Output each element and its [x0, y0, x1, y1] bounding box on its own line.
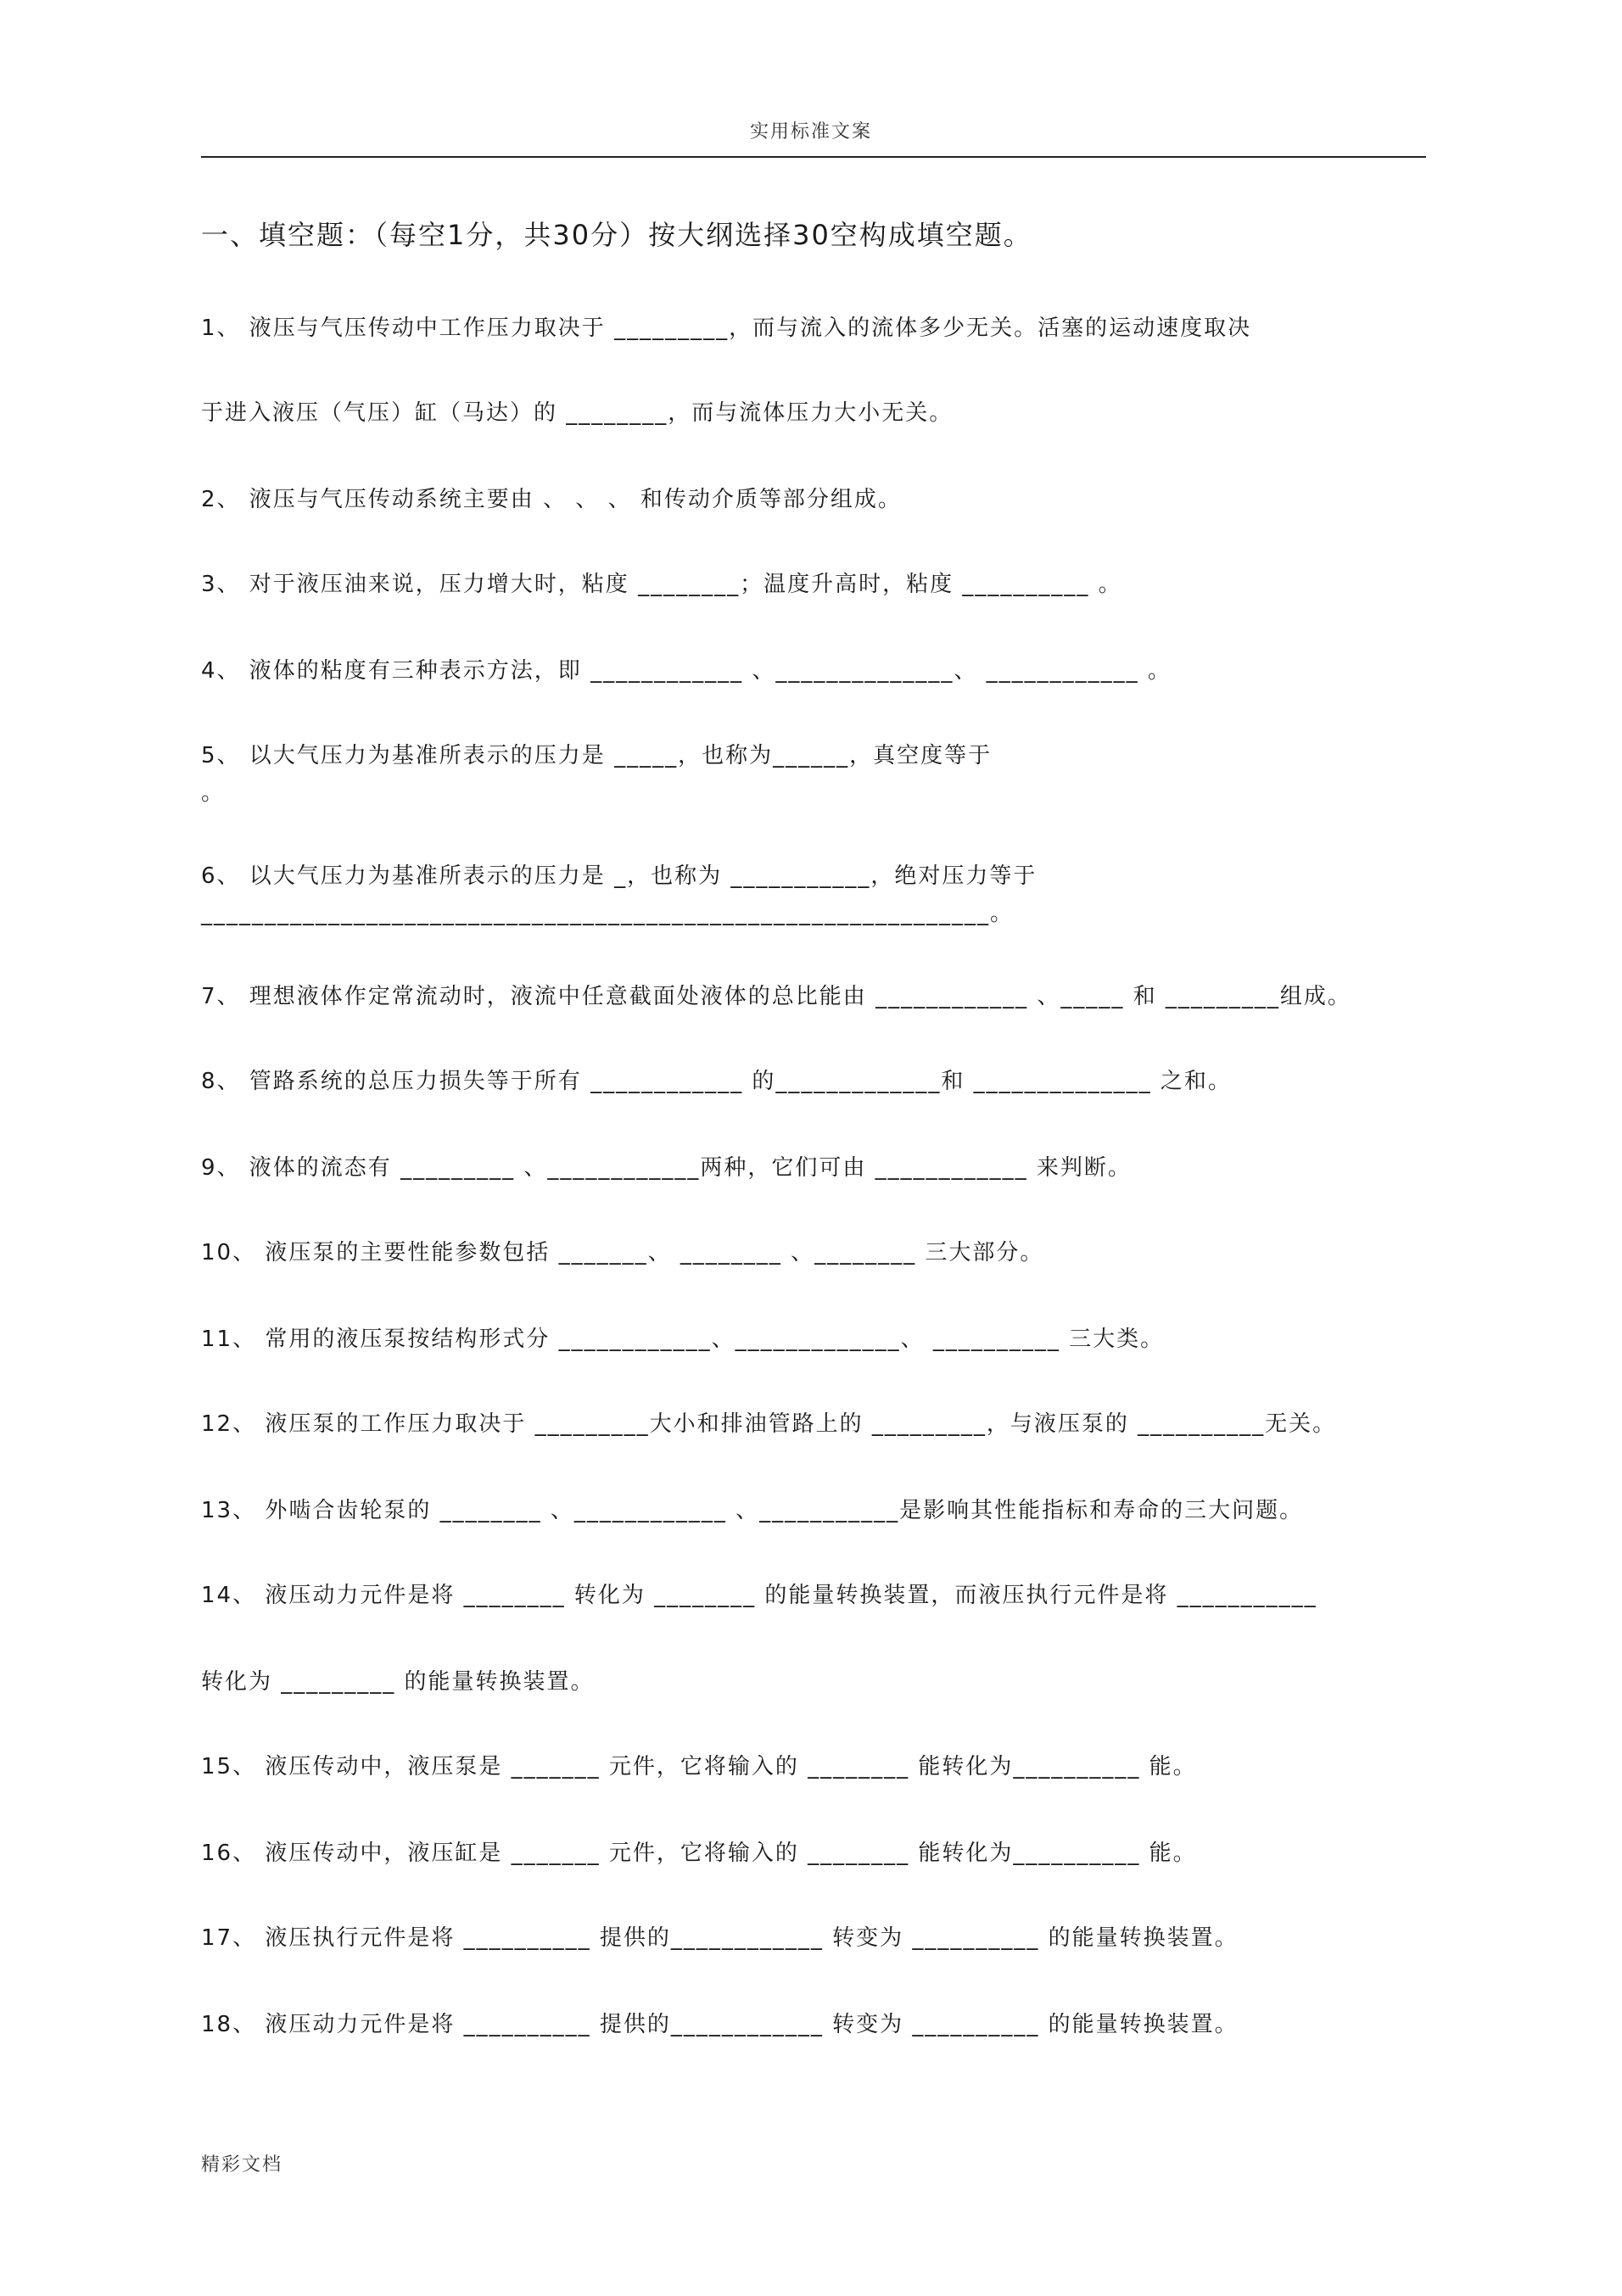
- question-10: 10、 液压泵的主要性能参数包括 _______、 ________ 、________ 三大部分。: [201, 1240, 1044, 1265]
- page-footer: 精彩文档: [201, 2154, 283, 2176]
- question-14-line-2: 转化为 _________ 的能量转换装置。: [201, 1669, 595, 1695]
- section-title: 一、填空题：（每空1分，共30分）按大纲选择30空构成填空题。: [201, 219, 1032, 251]
- question-1-line-1: 1、 液压与气压传动中工作压力取决于 _________，而与流入的流体多少无关。活塞的运动速度取决: [201, 316, 1252, 341]
- question-3: 3、 对于液压油来说，压力增大时，粘度 ________；温度升高时，粘度 __________ 。: [201, 572, 1122, 597]
- question-13: 13、 外啮合齿轮泵的 ________ 、____________ 、___________是影响其性能指标和寿命的三大问题。: [201, 1498, 1304, 1523]
- question-15: 15、 液压传动中，液压泵是 _______ 元件，它将输入的 ________ 能转化为__________ 能。: [201, 1754, 1197, 1779]
- question-6-line-1: 6、 以大气压力为基准所表示的压力是 _，也称为 ___________，绝对压力等于: [201, 863, 1038, 889]
- question-16: 16、 液压传动中，液压缸是 _______ 元件，它将输入的 ________ 能转化为__________ 能。: [201, 1841, 1197, 1866]
- question-12: 12、 液压泵的工作压力取决于 _________大小和排油管路上的 _________，与液压泵的 __________无关。: [201, 1411, 1337, 1437]
- question-5-line-1: 5、 以大气压力为基准所表示的压力是 _____，也称为______，真空度等于: [201, 743, 993, 768]
- header-divider: [201, 156, 1426, 158]
- question-6-line-2: ______________________________________________________________。: [201, 901, 1014, 926]
- question-5-line-2: 。: [201, 780, 226, 806]
- page-header: 实用标准文案: [749, 121, 872, 142]
- question-8: 8、 管路系统的总压力损失等于所有 ____________ 的_____________和 ______________ 之和。: [201, 1069, 1232, 1094]
- question-14-line-1: 14、 液压动力元件是将 ________ 转化为 ________ 的能量转换装置，而液压执行元件是将 ___________: [201, 1583, 1317, 1608]
- question-4: 4、 液体的粘度有三种表示方法，即 ____________ 、______________、 ____________ 。: [201, 658, 1172, 684]
- question-17: 17、 液压执行元件是将 __________ 提供的____________ 转变为 __________ 的能量转换装置。: [201, 1925, 1239, 1951]
- question-9: 9、 液体的流态有 _________ 、____________两种，它们可由 ____________ 来判断。: [201, 1155, 1132, 1181]
- question-18: 18、 液压动力元件是将 __________ 提供的____________ 转变为 __________ 的能量转换装置。: [201, 2012, 1239, 2037]
- question-7: 7、 理想液体作定常流动时，液流中任意截面处液体的总比能由 ____________ 、_____ 和 _________组成。: [201, 984, 1351, 1009]
- question-2: 2、 液压与气压传动系统主要由 、 、 、 和传动介质等部分组成。: [201, 487, 902, 512]
- question-1-line-2: 于进入液压（气压）缸（马达）的 ________，而与流体压力大小无关。: [201, 400, 954, 426]
- question-11: 11、 常用的液压泵按结构形式分 ____________、_____________、 __________ 三大类。: [201, 1327, 1165, 1352]
